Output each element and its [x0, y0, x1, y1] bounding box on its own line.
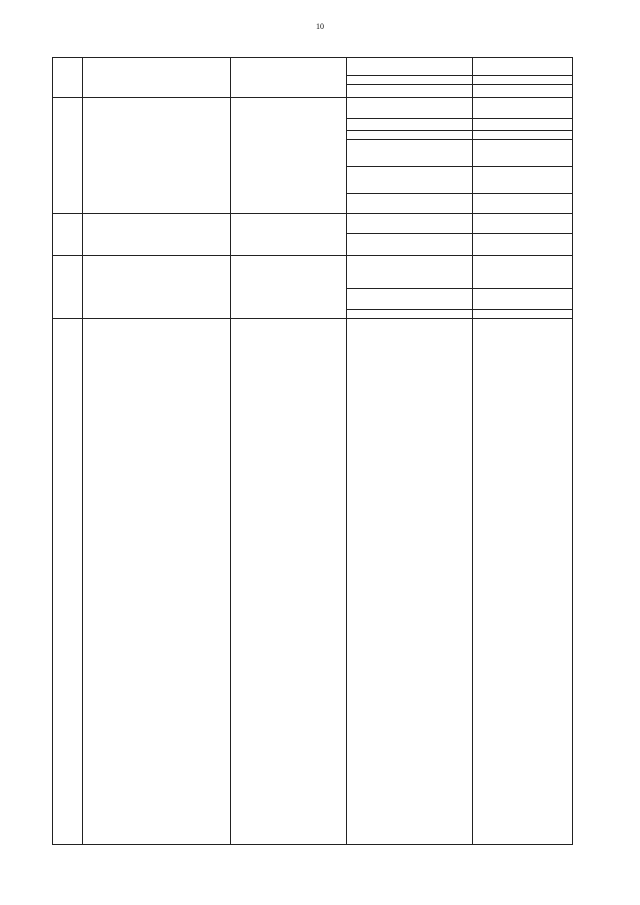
column-divider [82, 57, 83, 845]
column-divider [346, 57, 347, 845]
drug-separator [230, 213, 573, 214]
form-separator [346, 75, 573, 76]
table-frame [52, 57, 573, 845]
form-separator [346, 193, 573, 194]
form-separator [346, 139, 573, 140]
drug-separator [230, 97, 573, 98]
form-separator [346, 309, 573, 310]
form-separator [346, 166, 573, 167]
column-divider [472, 57, 473, 845]
form-separator [346, 130, 573, 131]
form-separator [346, 288, 573, 289]
drug-separator [230, 318, 573, 319]
form-separator [346, 233, 573, 234]
form-separator [346, 118, 573, 119]
drug-separator [230, 255, 573, 256]
page-number: 10 [316, 22, 324, 31]
form-separator [346, 84, 573, 85]
column-divider [230, 57, 231, 845]
